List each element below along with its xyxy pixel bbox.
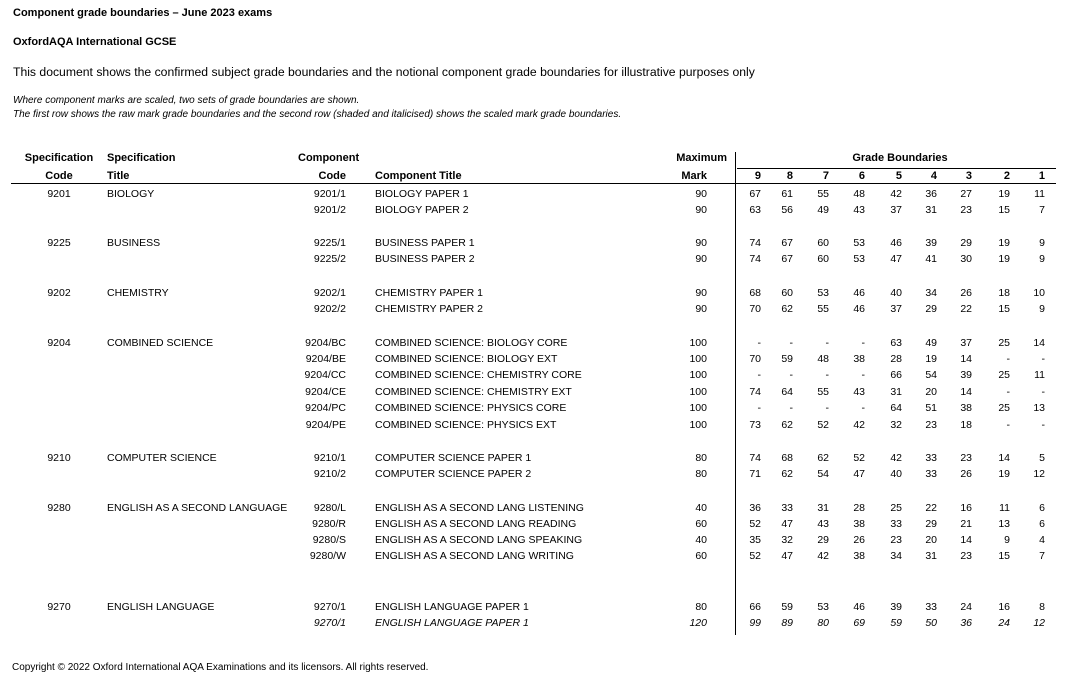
grade-value: 66 [890, 369, 902, 381]
grade-value: 29 [817, 534, 829, 546]
grade-value: 59 [781, 353, 793, 365]
spec-code: 9280 [47, 502, 71, 514]
component-code: 9280/S [312, 534, 346, 546]
grade-value: 48 [817, 353, 829, 365]
grade-value: 20 [925, 386, 937, 398]
max-mark: 100 [689, 402, 707, 414]
grade-value: 60 [817, 253, 829, 265]
grade-value: 14 [998, 452, 1010, 464]
component-code: 9270/1 [313, 601, 346, 613]
grade-value: - [861, 337, 865, 349]
grade-value: - [825, 337, 829, 349]
grade-value: 39 [960, 369, 972, 381]
component-code: 9280/W [309, 550, 346, 562]
grade-value: 29 [925, 303, 937, 315]
grade-value: 12 [1033, 468, 1045, 480]
component-title: ENGLISH AS A SECOND LANG LISTENING [375, 502, 584, 514]
grade-value: 7 [1039, 550, 1045, 562]
grade-value: 67 [781, 253, 793, 265]
grade-value: 12 [1033, 617, 1045, 629]
header-max-mark-2: Mark [681, 170, 707, 182]
spec-title: COMPUTER SCIENCE [107, 452, 217, 464]
max-mark: 80 [695, 452, 707, 464]
grade-value: - [825, 369, 829, 381]
component-code: 9204/BE [305, 353, 346, 365]
grade-value: 49 [817, 204, 829, 216]
grade-value: 29 [925, 518, 937, 530]
component-title: COMBINED SCIENCE: BIOLOGY EXT [375, 353, 558, 365]
max-mark: 40 [695, 502, 707, 514]
grade-value: - [1041, 353, 1045, 365]
component-code: 9201/1 [313, 188, 346, 200]
max-mark: 80 [695, 468, 707, 480]
max-mark: 60 [695, 550, 707, 562]
header-rule [11, 183, 1056, 184]
grade-header-7: 7 [822, 170, 829, 182]
component-title: ENGLISH LANGUAGE PAPER 1 [375, 601, 529, 613]
component-title: BIOLOGY PAPER 2 [375, 204, 469, 216]
max-mark: 100 [689, 353, 707, 365]
grade-value: 25 [998, 369, 1010, 381]
grade-value: 38 [853, 550, 865, 562]
grade-value: 4 [1039, 534, 1045, 546]
grade-value: 31 [890, 386, 902, 398]
component-title: ENGLISH AS A SECOND LANG SPEAKING [375, 534, 583, 546]
grade-value: 33 [925, 468, 937, 480]
component-title: BUSINESS PAPER 2 [375, 253, 475, 265]
grade-value: 31 [925, 204, 937, 216]
grade-value: - [861, 402, 865, 414]
grade-value: 28 [890, 353, 902, 365]
grade-value: 47 [853, 468, 865, 480]
grade-value: 25 [998, 402, 1010, 414]
grade-value: 37 [960, 337, 972, 349]
grade-value: 14 [960, 534, 972, 546]
grade-value: 39 [925, 237, 937, 249]
component-title: ENGLISH AS A SECOND LANG READING [375, 518, 577, 530]
max-mark: 90 [695, 287, 707, 299]
grade-value: 39 [890, 601, 902, 613]
grade-value: 9 [1039, 303, 1045, 315]
spec-code: 9270 [47, 601, 71, 613]
grade-value: 40 [890, 468, 902, 480]
grade-value: 42 [890, 452, 902, 464]
grade-value: 19 [998, 237, 1010, 249]
grade-value: 8 [1039, 601, 1045, 613]
component-title: ENGLISH LANGUAGE PAPER 1 [375, 617, 529, 629]
grade-value: 43 [853, 204, 865, 216]
grade-value: 71 [749, 468, 761, 480]
grade-value: - [1006, 386, 1010, 398]
max-mark: 80 [695, 601, 707, 613]
grade-value: 33 [925, 452, 937, 464]
grade-value: 32 [781, 534, 793, 546]
grade-value: 26 [853, 534, 865, 546]
grade-value: 74 [749, 452, 761, 464]
grade-value: 23 [960, 204, 972, 216]
grade-value: 36 [925, 188, 937, 200]
grade-header-9: 9 [754, 170, 761, 182]
grade-value: 51 [925, 402, 937, 414]
max-mark: 90 [695, 253, 707, 265]
grade-value: 6 [1039, 518, 1045, 530]
grade-value: 54 [925, 369, 937, 381]
grade-value: 6 [1039, 502, 1045, 514]
grade-value: - [757, 402, 761, 414]
component-code: 9204/PE [305, 419, 346, 431]
grade-value: 41 [925, 253, 937, 265]
grade-value: 24 [960, 601, 972, 613]
grade-value: 61 [781, 188, 793, 200]
grade-value: 37 [890, 303, 902, 315]
component-code: 9204/CC [304, 369, 346, 381]
grade-value: 68 [781, 452, 793, 464]
grade-value: - [757, 369, 761, 381]
grade-value: 40 [890, 287, 902, 299]
spec-title: BIOLOGY [107, 188, 155, 200]
grade-value: 26 [960, 287, 972, 299]
grade-value: - [1006, 419, 1010, 431]
grade-value: 67 [749, 188, 761, 200]
component-code: 9280/L [313, 502, 346, 514]
grade-value: 23 [960, 550, 972, 562]
grade-value: 56 [781, 204, 793, 216]
document-intro: This document shows the confirmed subject grade boundaries and the notional component grade boundaries for illustrative purposes only [13, 65, 755, 79]
grade-value: 38 [853, 353, 865, 365]
header-max-mark-1: Maximum [676, 152, 727, 164]
spec-code: 9202 [47, 287, 71, 299]
component-title: COMBINED SCIENCE: BIOLOGY CORE [375, 337, 568, 349]
spec-code: 9201 [47, 188, 71, 200]
grade-value: 43 [853, 386, 865, 398]
max-mark: 90 [695, 303, 707, 315]
grade-value: 52 [817, 419, 829, 431]
grade-value: 21 [960, 518, 972, 530]
grade-value: 70 [749, 353, 761, 365]
grade-value: - [789, 337, 793, 349]
grade-value: 50 [925, 617, 937, 629]
copyright-footer: Copyright © 2022 Oxford International AQA Examinations and its licensors. All rights reserved. [12, 662, 429, 673]
grade-value: 31 [817, 502, 829, 514]
max-mark: 90 [695, 204, 707, 216]
grade-value: 19 [998, 468, 1010, 480]
grade-value: 23 [890, 534, 902, 546]
grade-value: 60 [817, 237, 829, 249]
grade-value: 52 [749, 518, 761, 530]
grade-value: 18 [960, 419, 972, 431]
max-mark: 40 [695, 534, 707, 546]
grade-value: 62 [781, 468, 793, 480]
grade-value: 59 [890, 617, 902, 629]
header-comp-title: Component Title [375, 170, 462, 182]
grade-value: 47 [781, 550, 793, 562]
grade-value: 32 [890, 419, 902, 431]
component-code: 9225/1 [313, 237, 346, 249]
max-mark: 100 [689, 337, 707, 349]
grade-value: 30 [960, 253, 972, 265]
component-title: COMBINED SCIENCE: CHEMISTRY CORE [375, 369, 582, 381]
grade-value: 27 [960, 188, 972, 200]
grade-value: 16 [960, 502, 972, 514]
component-title: COMPUTER SCIENCE PAPER 2 [375, 468, 532, 480]
grade-value: 10 [1033, 287, 1045, 299]
spec-title: ENGLISH AS A SECOND LANGUAGE [107, 502, 288, 514]
grade-value: 55 [817, 303, 829, 315]
grade-value: 9 [1039, 253, 1045, 265]
grade-value: 62 [781, 419, 793, 431]
grade-value: 14 [960, 353, 972, 365]
header-comp-code-1: Component [298, 152, 360, 164]
grade-value: 37 [890, 204, 902, 216]
component-code: 9210/1 [313, 452, 346, 464]
grade-value: 29 [960, 237, 972, 249]
grade-value: 54 [817, 468, 829, 480]
max-mark: 60 [695, 518, 707, 530]
grade-value: 13 [1033, 402, 1045, 414]
grade-value: 19 [998, 188, 1010, 200]
grade-value: 66 [749, 601, 761, 613]
grade-value: 33 [890, 518, 902, 530]
max-mark: 100 [689, 419, 707, 431]
grade-value: 20 [925, 534, 937, 546]
scaling-note-line-2: The first row shows the raw mark grade boundaries and the second row (shaded and italicised) shows the scaled mark grade boundaries. [13, 109, 622, 120]
component-title: COMBINED SCIENCE: PHYSICS EXT [375, 419, 557, 431]
grade-value: 15 [998, 303, 1010, 315]
grade-value: 25 [890, 502, 902, 514]
spec-code: 9210 [47, 452, 71, 464]
grade-value: 49 [925, 337, 937, 349]
grade-value: 34 [925, 287, 937, 299]
grade-value: - [1041, 419, 1045, 431]
max-mark-divider [735, 152, 736, 635]
grade-value: 53 [817, 601, 829, 613]
grade-value: - [789, 369, 793, 381]
grade-value: 53 [817, 287, 829, 299]
grade-value: 64 [890, 402, 902, 414]
spec-title: BUSINESS [107, 237, 161, 249]
header-spec-title-2: Title [107, 170, 130, 182]
grade-value: 80 [817, 617, 829, 629]
grade-value: 63 [890, 337, 902, 349]
grade-value: 74 [749, 386, 761, 398]
grade-value: 7 [1039, 204, 1045, 216]
grade-value: - [825, 402, 829, 414]
grade-value: 19 [998, 253, 1010, 265]
header-grade-boundaries: Grade Boundaries [852, 152, 948, 164]
grade-value: 70 [749, 303, 761, 315]
grade-value: 69 [853, 617, 865, 629]
grade-value: 53 [853, 253, 865, 265]
grade-value: 19 [925, 353, 937, 365]
grade-value: 46 [853, 601, 865, 613]
grade-header-8: 8 [786, 170, 793, 182]
grade-value: 34 [890, 550, 902, 562]
grade-value: 14 [1033, 337, 1045, 349]
grade-value: 42 [853, 419, 865, 431]
grade-value: 38 [853, 518, 865, 530]
grade-value: 55 [817, 386, 829, 398]
grade-value: - [861, 369, 865, 381]
grade-value: 36 [960, 617, 972, 629]
component-title: COMBINED SCIENCE: CHEMISTRY EXT [375, 386, 572, 398]
grade-value: 62 [781, 303, 793, 315]
header-spec-title-1: Specification [107, 152, 176, 164]
grade-value: 46 [853, 303, 865, 315]
grade-value: 74 [749, 237, 761, 249]
grade-value: 28 [853, 502, 865, 514]
grade-value: - [789, 402, 793, 414]
grade-value: 46 [890, 237, 902, 249]
grade-value: 23 [960, 452, 972, 464]
grade-value: 52 [749, 550, 761, 562]
grade-header-1: 1 [1038, 170, 1045, 182]
grade-value: 67 [781, 237, 793, 249]
component-code: 9270/1 [313, 617, 346, 629]
header-spec-code-2: Code [45, 170, 73, 182]
max-mark: 100 [689, 386, 707, 398]
grade-value: 18 [998, 287, 1010, 299]
grade-header-2: 2 [1003, 170, 1010, 182]
grade-value: - [1006, 353, 1010, 365]
grade-value: 62 [817, 452, 829, 464]
component-code: 9280/R [312, 518, 346, 530]
grade-value: 89 [781, 617, 793, 629]
spec-title: CHEMISTRY [107, 287, 169, 299]
component-title: COMPUTER SCIENCE PAPER 1 [375, 452, 532, 464]
grade-value: 74 [749, 253, 761, 265]
scaling-note-line-1: Where component marks are scaled, two sets of grade boundaries are shown. [13, 95, 360, 106]
grade-value: 63 [749, 204, 761, 216]
grade-value: 26 [960, 468, 972, 480]
grade-value: 9 [1039, 237, 1045, 249]
grade-value: 43 [817, 518, 829, 530]
component-code: 9210/2 [313, 468, 346, 480]
grade-value: 52 [853, 452, 865, 464]
grade-value: 33 [925, 601, 937, 613]
grade-value: 35 [749, 534, 761, 546]
spec-code: 9225 [47, 237, 71, 249]
grade-value: 38 [960, 402, 972, 414]
component-code: 9202/1 [313, 287, 346, 299]
max-mark: 120 [689, 617, 707, 629]
grade-value: 11 [1034, 188, 1045, 200]
component-code: 9202/2 [313, 303, 346, 315]
grade-value: 25 [998, 337, 1010, 349]
grade-value: 55 [817, 188, 829, 200]
component-code: 9201/2 [313, 204, 346, 216]
spec-title: ENGLISH LANGUAGE [107, 601, 215, 613]
grade-value: 47 [890, 253, 902, 265]
grade-value: 33 [781, 502, 793, 514]
grade-value: 16 [998, 601, 1010, 613]
header-comp-code-2: Code [318, 170, 346, 182]
grade-value: 14 [960, 386, 972, 398]
grade-value: 99 [749, 617, 761, 629]
grade-value: 24 [998, 617, 1010, 629]
grade-value: 31 [925, 550, 937, 562]
header-spec-code-1: Specification [24, 152, 94, 164]
spec-title: COMBINED SCIENCE [107, 337, 214, 349]
max-mark: 90 [695, 188, 707, 200]
component-code: 9225/2 [313, 253, 346, 265]
grade-value: 11 [999, 502, 1010, 514]
document-title: Component grade boundaries – June 2023 exams [13, 7, 273, 19]
component-code: 9204/PC [305, 402, 346, 414]
grade-value: - [757, 337, 761, 349]
grade-value: 60 [781, 287, 793, 299]
grade-value: 13 [998, 518, 1010, 530]
grade-value: 68 [749, 287, 761, 299]
grade-header-3: 3 [965, 170, 972, 182]
grade-value: 46 [853, 287, 865, 299]
component-title: BIOLOGY PAPER 1 [375, 188, 469, 200]
component-title: COMBINED SCIENCE: PHYSICS CORE [375, 402, 567, 414]
grade-value: 59 [781, 601, 793, 613]
max-mark: 100 [689, 369, 707, 381]
component-code: 9204/BC [305, 337, 346, 349]
grade-value: 53 [853, 237, 865, 249]
grade-value: - [1041, 386, 1045, 398]
grade-header-rule [737, 168, 1056, 169]
grade-value: 22 [925, 502, 937, 514]
component-title: CHEMISTRY PAPER 2 [375, 303, 483, 315]
grade-value: 73 [749, 419, 761, 431]
grade-value: 15 [998, 550, 1010, 562]
component-title: BUSINESS PAPER 1 [375, 237, 475, 249]
grade-header-6: 6 [858, 170, 865, 182]
max-mark: 90 [695, 237, 707, 249]
component-title: CHEMISTRY PAPER 1 [375, 287, 483, 299]
spec-code: 9204 [47, 337, 71, 349]
grade-value: 11 [1034, 369, 1045, 381]
grade-value: 47 [781, 518, 793, 530]
grade-value: 22 [960, 303, 972, 315]
component-code: 9204/CE [305, 386, 346, 398]
grade-value: 64 [781, 386, 793, 398]
grade-value: 9 [1004, 534, 1010, 546]
grade-value: 5 [1039, 452, 1045, 464]
grade-value: 23 [925, 419, 937, 431]
grade-value: 48 [853, 188, 865, 200]
grade-value: 15 [998, 204, 1010, 216]
document-subtitle: OxfordAQA International GCSE [13, 36, 177, 48]
grade-value: 42 [890, 188, 902, 200]
grade-value: 36 [749, 502, 761, 514]
grade-value: 42 [817, 550, 829, 562]
component-title: ENGLISH AS A SECOND LANG WRITING [375, 550, 574, 562]
grade-header-4: 4 [930, 170, 937, 182]
grade-header-5: 5 [895, 170, 902, 182]
